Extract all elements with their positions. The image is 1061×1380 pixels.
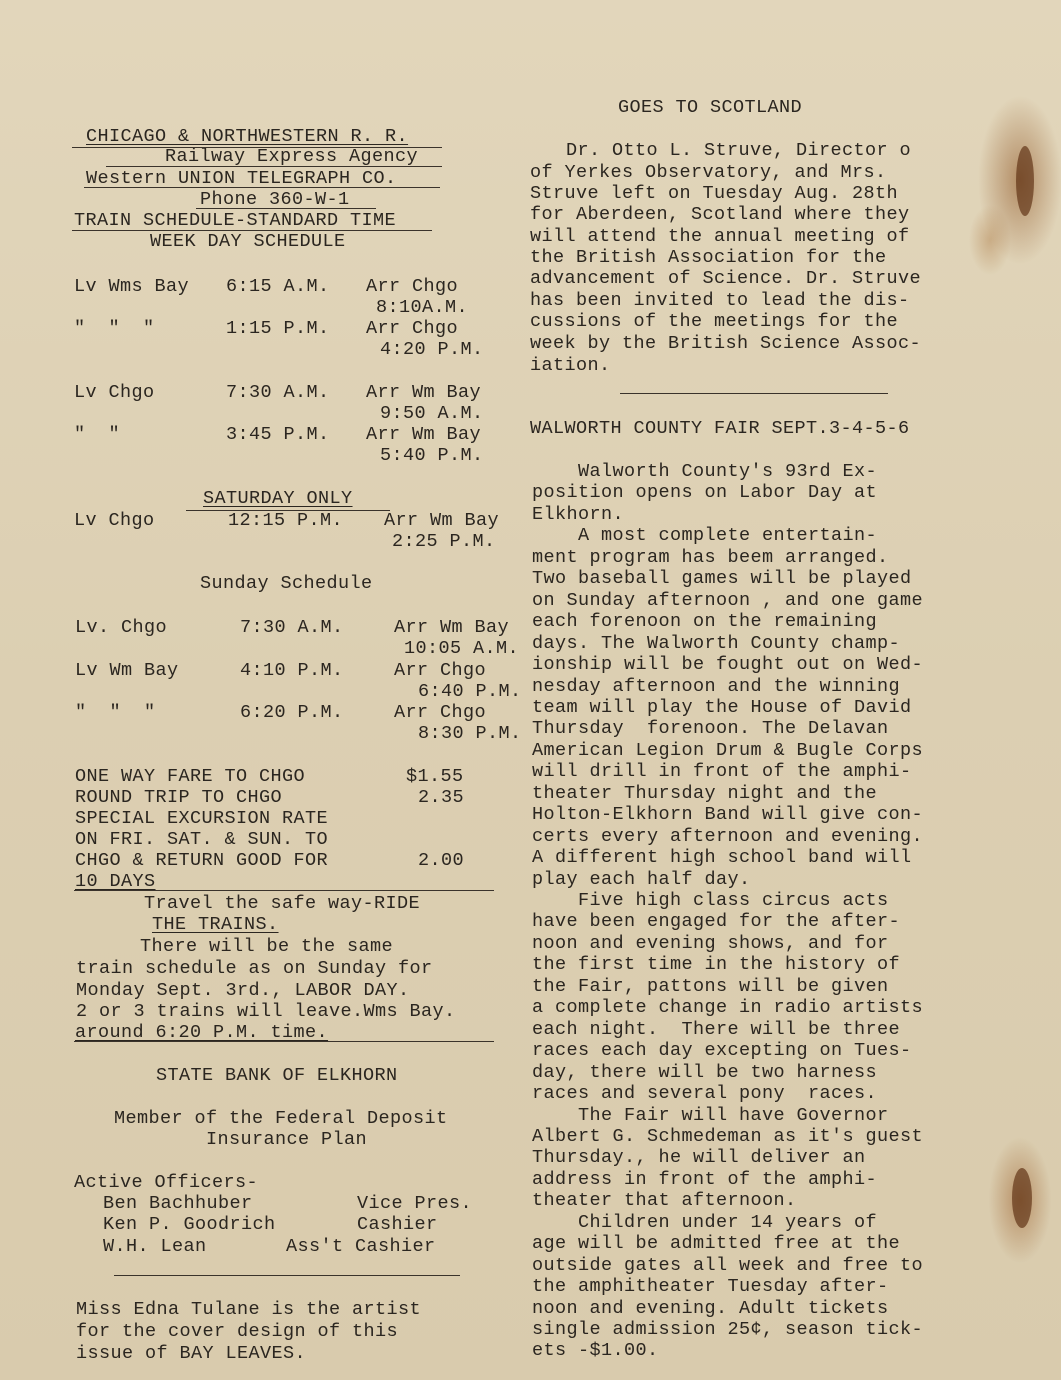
labor-day-rule xyxy=(74,1041,494,1042)
train-from: Lv Chgo xyxy=(74,382,155,403)
article-line: advancement of Science. Dr. Struve xyxy=(530,268,922,289)
train-arrive-time: 4:20 P.M. xyxy=(380,339,484,360)
article-title-scotland: GOES TO SCOTLAND xyxy=(618,97,803,118)
train-time: 7:30 A.M. xyxy=(226,382,330,403)
article-line: will attend the annual meeting of xyxy=(530,226,910,247)
schedule-title: WEEK DAY SCHEDULE xyxy=(150,231,346,252)
article-line: cussions of the meetings for the xyxy=(530,311,899,332)
article-line: noon and evening. Adult tickets xyxy=(532,1298,889,1319)
train-arrive: Arr Wm Bay xyxy=(394,617,510,638)
article-line: day, there will be two harness xyxy=(532,1062,878,1083)
article-line: ets -$1.00. xyxy=(532,1340,659,1361)
article-line: Thursday forenoon. The Delavan xyxy=(532,718,889,739)
travel-slogan: THE TRAINS. xyxy=(152,914,279,935)
train-arrive-time: 9:50 A.M. xyxy=(380,403,484,424)
article-line: will drill in front of the amphi- xyxy=(532,761,912,782)
train-from: Lv Wm Bay xyxy=(75,660,179,681)
train-from: Lv Chgo xyxy=(74,510,155,531)
officer-role: Vice Pres. xyxy=(357,1193,473,1214)
article-line: age will be admitted free at the xyxy=(532,1233,901,1254)
rail-header-line: Western UNION TELEGRAPH CO. xyxy=(86,168,397,189)
article-line: nesday afternoon and the winning xyxy=(532,676,901,697)
fare-price: 2.00 xyxy=(418,850,465,871)
article-line: single admission 25¢, season tick- xyxy=(532,1319,924,1340)
officer-role: Cashier xyxy=(357,1214,438,1235)
article-line: noon and evening shows, and for xyxy=(532,933,889,954)
saturday-title: SATURDAY ONLY xyxy=(203,488,353,509)
article-line: a complete change in radio artists xyxy=(532,997,924,1018)
bank-rule xyxy=(114,1275,460,1276)
article-line: A different high school band will xyxy=(532,847,912,868)
article-line: iation. xyxy=(530,355,611,376)
train-arrive-time: 10:05 A.M. xyxy=(404,638,520,659)
article-line: certs every afternoon and evening. xyxy=(532,826,924,847)
train-arrive: Arr Chgo xyxy=(366,318,459,339)
officer-name: W.H. Lean xyxy=(103,1236,207,1257)
article-line: each forenoon on the remaining xyxy=(532,611,878,632)
train-from: " " " xyxy=(74,318,155,339)
rail-header-line: CHICAGO & NORTHWESTERN R. R. xyxy=(86,126,409,147)
burn-mark xyxy=(1012,1168,1032,1228)
article-line: Five high class circus acts xyxy=(532,890,889,911)
train-time: 7:30 A.M. xyxy=(240,617,344,638)
bank-member: Member of the Federal Deposit xyxy=(114,1108,448,1129)
artist-note: Miss Edna Tulane is the artist xyxy=(76,1299,422,1320)
article-line: team will play the House of David xyxy=(532,697,912,718)
train-time: 1:15 P.M. xyxy=(226,318,330,339)
article-line: each night. There will be three xyxy=(532,1019,901,1040)
article-line: ionship will be fought out on Wed- xyxy=(532,654,924,675)
rail-header-line: TRAIN SCHEDULE-STANDARD TIME xyxy=(74,210,397,231)
train-time: 6:15 A.M. xyxy=(226,276,330,297)
fare-label: 10 DAYS xyxy=(75,871,156,892)
train-arrive: Arr Chgo xyxy=(366,276,459,297)
train-arrive: Arr Chgo xyxy=(394,702,487,723)
artist-note: for the cover design of this xyxy=(76,1321,399,1342)
article-line: the British Association for the xyxy=(530,247,887,268)
train-from: " " " xyxy=(75,702,156,723)
train-arrive-time: 6:40 P.M. xyxy=(418,681,522,702)
article-line: address in front of the amphi- xyxy=(532,1169,878,1190)
article-line: has been invited to lead the dis- xyxy=(530,290,910,311)
fare-price: $1.55 xyxy=(406,766,464,787)
train-arrive-time: 8:10A.M. xyxy=(376,297,469,318)
fare-label: ON FRI. SAT. & SUN. TO xyxy=(75,829,329,850)
fare-price: 2.35 xyxy=(418,787,465,808)
train-from: " " xyxy=(74,424,121,445)
header-rule xyxy=(84,187,440,188)
officer-role: Ass't Cashier xyxy=(286,1236,436,1257)
officer-name: Ken P. Goodrich xyxy=(103,1214,276,1235)
fare-label: ROUND TRIP TO CHGO xyxy=(75,787,283,808)
fare-label: CHGO & RETURN GOOD FOR xyxy=(75,850,329,871)
rail-header-line: Railway Express Agency xyxy=(165,146,419,167)
header-rule xyxy=(72,230,432,231)
article-line: Dr. Otto L. Struve, Director o xyxy=(566,140,912,161)
article-line: Holton-Elkhorn Band will give con- xyxy=(532,804,924,825)
burn-mark xyxy=(1016,146,1034,216)
article-line: Thursday., he will deliver an xyxy=(532,1147,866,1168)
article-line: Children under 14 years of xyxy=(532,1212,878,1233)
train-arrive: Arr Wm Bay xyxy=(384,510,500,531)
train-arrive: Arr Wm Bay xyxy=(366,424,482,445)
article-line: Two baseball games will be played xyxy=(532,568,912,589)
train-arrive-time: 5:40 P.M. xyxy=(380,445,484,466)
bank-member: Insurance Plan xyxy=(206,1129,368,1150)
labor-day-note: train schedule as on Sunday for xyxy=(76,958,433,979)
officers-title: Active Officers- xyxy=(74,1172,259,1193)
article-line: position opens on Labor Day at xyxy=(532,482,878,503)
artist-note: issue of BAY LEAVES. xyxy=(76,1343,307,1364)
train-arrive: Arr Wm Bay xyxy=(366,382,482,403)
train-arrive-time: 8:30 P.M. xyxy=(418,723,522,744)
article-line: week by the British Science Assoc- xyxy=(530,333,922,354)
officer-name: Ben Bachhuber xyxy=(103,1193,253,1214)
train-time: 6:20 P.M. xyxy=(240,702,344,723)
labor-day-note: 2 or 3 trains will leave.Wms Bay. xyxy=(76,1001,456,1022)
header-rule xyxy=(106,166,442,167)
labor-day-note: Monday Sept. 3rd., LABOR DAY. xyxy=(76,980,410,1001)
article-line: races each day excepting on Tues- xyxy=(532,1040,912,1061)
fares-rule xyxy=(74,890,494,891)
article-line: A most complete entertain- xyxy=(532,525,878,546)
article-line: Elkhorn. xyxy=(532,504,625,525)
sunday-title: Sunday Schedule xyxy=(200,573,373,594)
article-title-fair: WALWORTH COUNTY FAIR SEPT.3-4-5-6 xyxy=(530,418,910,439)
article-line: the Fair, pattons will be given xyxy=(532,976,889,997)
fare-label: ONE WAY FARE TO CHGO xyxy=(75,766,306,787)
article-line: The Fair will have Governor xyxy=(532,1105,889,1126)
article-line: Albert G. Schmedeman as it's guest xyxy=(532,1126,924,1147)
article-line: ment program has beem arranged. xyxy=(532,547,889,568)
article-line: play each half day. xyxy=(532,869,751,890)
travel-slogan: Travel the safe way-RIDE xyxy=(144,893,421,914)
train-from: Lv. Chgo xyxy=(75,617,168,638)
article-line: on Sunday afternoon , and one game xyxy=(532,590,924,611)
fare-label: SPECIAL EXCURSION RATE xyxy=(75,808,329,829)
bank-title: STATE BANK OF ELKHORN xyxy=(156,1065,398,1086)
article-line: Walworth County's 93rd Ex- xyxy=(532,461,878,482)
train-arrive: Arr Chgo xyxy=(394,660,487,681)
train-from: Lv Wms Bay xyxy=(74,276,190,297)
article-line: races and several pony races. xyxy=(532,1083,878,1104)
article-line: Struve left on Tuesday Aug. 28th xyxy=(530,183,899,204)
article-line: theater Thursday night and the xyxy=(532,783,878,804)
article-line: have been engaged for the after- xyxy=(532,911,901,932)
article-line: outside gates all week and free to xyxy=(532,1255,924,1276)
rail-header-line: Phone 360-W-1 xyxy=(200,189,350,210)
article-line: theater that afternoon. xyxy=(532,1190,797,1211)
article-line: days. The Walworth County champ- xyxy=(532,633,901,654)
train-arrive-time: 2:25 P.M. xyxy=(392,531,496,552)
labor-day-note: There will be the same xyxy=(140,936,394,957)
labor-day-note: around 6:20 P.M. time. xyxy=(75,1022,329,1043)
article-line: the amphitheater Tuesday after- xyxy=(532,1276,889,1297)
article-line: the first time in the history of xyxy=(532,954,901,975)
header-rule xyxy=(196,208,376,209)
train-time: 3:45 P.M. xyxy=(226,424,330,445)
header-rule xyxy=(72,147,442,148)
article-line: for Aberdeen, Scotland where they xyxy=(530,204,910,225)
article-line: American Legion Drum & Bugle Corps xyxy=(532,740,924,761)
article-divider xyxy=(620,393,888,394)
article-line: of Yerkes Observatory, and Mrs. xyxy=(530,162,887,183)
train-time: 12:15 P.M. xyxy=(228,510,344,531)
train-time: 4:10 P.M. xyxy=(240,660,344,681)
